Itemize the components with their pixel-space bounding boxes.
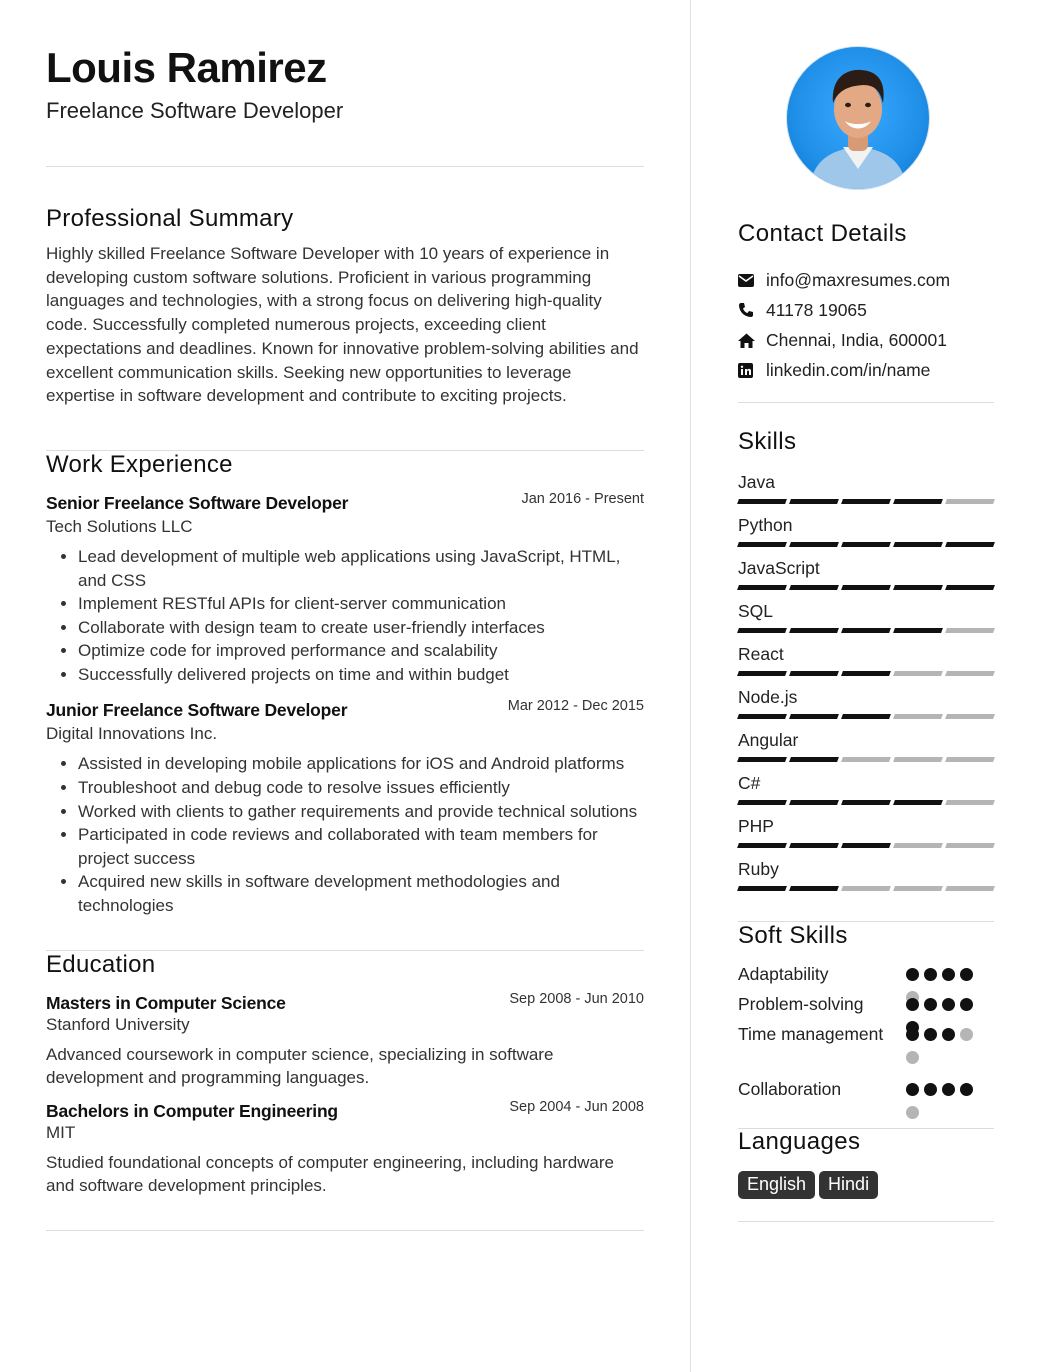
- skill-level-segment: [945, 886, 995, 891]
- skill-level-segment: [945, 757, 995, 762]
- skill-level-segment: [789, 843, 839, 848]
- job-entry: [46, 490, 644, 687]
- email-text: info@maxresumes.com: [766, 269, 951, 290]
- avatar-illustration: [787, 47, 929, 189]
- job-company: Tech Solutions LLC: [46, 516, 193, 536]
- soft-skill-item: [738, 963, 994, 987]
- rating-dot: [924, 998, 937, 1011]
- skill-level-segment: [893, 714, 943, 719]
- skill-level-segment: [841, 542, 891, 547]
- skill-level-bar: [738, 886, 994, 891]
- skill-level-segment: [841, 671, 891, 676]
- rating-dot: [960, 998, 973, 1011]
- skill-name: JavaScript: [738, 558, 820, 578]
- skill-item: [738, 858, 994, 891]
- skills-list: [738, 471, 994, 901]
- skill-level-segment: [893, 757, 943, 762]
- skill-level-segment: [945, 671, 995, 676]
- list-item: • Lead development of multiple web applications using JavaScript, HTML, and CSS: [78, 545, 644, 592]
- skill-level-bar: [738, 671, 994, 676]
- list-item: • Participated in code reviews and collaborated with team members for project success: [78, 823, 644, 870]
- phone-text: 41178 19065: [766, 299, 867, 320]
- skill-name: Java: [738, 472, 775, 492]
- summary-text: Highly skilled Freelance Software Developer with 10 years of experience in developing custom software solutions. Proficient in various programming languages and technologies, with a strong focus on delivering high-quality code. Successfully completed numerous projects, exceeding client expectations and deadlines. Known for innovative problem-solving abilities and excellent communication skills. Seeking new opportunities to leverage expertise in software development and contribute to exciting projects.: [46, 244, 639, 406]
- skill-level-segment: [945, 800, 995, 805]
- job-title: Junior Freelance Software Developer: [46, 700, 348, 721]
- skill-level-bar: [738, 542, 994, 547]
- soft-skills-heading: Soft Skills: [738, 922, 848, 949]
- soft-skill-name: Time management: [738, 1024, 884, 1044]
- summary-heading: Professional Summary: [46, 205, 294, 232]
- contact-heading: Contact Details: [738, 220, 907, 247]
- skill-level-segment: [841, 714, 891, 719]
- skill-level-segment: [841, 800, 891, 805]
- soft-skill-name: Problem-solving: [738, 994, 864, 1014]
- rating-dot: [906, 1028, 919, 1041]
- skill-name: React: [738, 644, 784, 664]
- job-date: Mar 2012 - Dec 2015: [507, 698, 644, 715]
- list-item: • Troubleshoot and debug code to resolve issues efficiently: [78, 776, 644, 800]
- skill-level-segment: [737, 800, 787, 805]
- section-divider: [46, 1230, 644, 1231]
- soft-skill-item: [738, 1078, 994, 1102]
- rating-dot: [942, 1028, 955, 1041]
- skill-item: [738, 686, 994, 719]
- skill-level-segment: [789, 800, 839, 805]
- job-entry: [46, 700, 644, 917]
- skill-level-bar: [738, 628, 994, 633]
- skill-item: [738, 557, 994, 590]
- skill-item: [738, 729, 994, 762]
- list-item: • Optimize code for improved performance and scalability: [78, 639, 644, 663]
- rating-dot: [906, 1106, 919, 1119]
- list-item: • Collaborate with design team to create user-friendly interfaces: [78, 616, 644, 640]
- skill-level-segment: [893, 800, 943, 805]
- skill-level-segment: [737, 757, 787, 762]
- list-item: • Successfully delivered projects on time and within budget: [78, 663, 644, 687]
- skill-item: [738, 600, 994, 633]
- skill-name: Python: [738, 515, 793, 535]
- column-divider: [690, 0, 691, 1372]
- skill-level-segment: [893, 542, 943, 547]
- rating-dot: [960, 1028, 973, 1041]
- phone-icon: [738, 302, 766, 318]
- skill-level-segment: [737, 671, 787, 676]
- skill-level-segment: [789, 757, 839, 762]
- skill-level-segment: [841, 843, 891, 848]
- rating-dot: [942, 998, 955, 1011]
- skill-level-segment: [841, 886, 891, 891]
- section-divider: [738, 402, 994, 403]
- skills-heading: Skills: [738, 428, 797, 455]
- main-column: [46, 40, 644, 1231]
- skill-level-segment: [893, 499, 943, 504]
- skill-level-segment: [789, 628, 839, 633]
- skill-level-segment: [789, 714, 839, 719]
- language-tag: Hindi: [819, 1171, 878, 1199]
- school-name: Stanford University: [46, 1014, 190, 1034]
- contact-linkedin: [738, 355, 994, 385]
- header-divider: [46, 166, 644, 167]
- list-item: • Worked with clients to gather requirements and provide technical solutions: [78, 800, 644, 824]
- list-item: • Acquired new skills in software development methodologies and technologies: [78, 870, 644, 917]
- skill-level-segment: [841, 585, 891, 590]
- degree-title: Masters in Computer Science: [46, 992, 286, 1013]
- skill-item: [738, 514, 994, 547]
- skill-name: SQL: [738, 601, 774, 621]
- education-heading: Education: [46, 950, 156, 978]
- rating-dot: [906, 998, 919, 1011]
- education-description: Studied foundational concepts of computer engineering, including hardware and software development principles.: [46, 1152, 614, 1196]
- skill-name: PHP: [738, 816, 774, 836]
- skill-level-segment: [945, 714, 995, 719]
- language-tag: English: [738, 1171, 815, 1199]
- linkedin-text: linkedin.com/in/name: [766, 359, 931, 380]
- rating-dot: [924, 1083, 937, 1096]
- experience-heading: Work Experience: [46, 450, 233, 478]
- skill-level-segment: [893, 671, 943, 676]
- rating-dot: [960, 1083, 973, 1096]
- job-title: Senior Freelance Software Developer: [46, 492, 349, 513]
- skill-level-segment: [945, 499, 995, 504]
- soft-skill-name: Adaptability: [738, 964, 829, 984]
- education-date: Sep 2004 - Jun 2008: [509, 1098, 644, 1115]
- rating-dot: [942, 1083, 955, 1096]
- soft-skill-name: Collaboration: [738, 1079, 842, 1099]
- linkedin-icon: [738, 363, 766, 378]
- contact-list: [738, 265, 994, 385]
- list-item: • Assisted in developing mobile applications for iOS and Android platforms: [78, 752, 644, 776]
- skill-level-segment: [737, 585, 787, 590]
- candidate-title: Freelance Software Developer: [46, 98, 344, 123]
- skill-level-segment: [893, 843, 943, 848]
- rating-dot: [924, 1028, 937, 1041]
- skill-level-segment: [789, 499, 839, 504]
- rating-dot: [906, 1051, 919, 1064]
- skill-level-segment: [945, 628, 995, 633]
- list-item: • Implement RESTful APIs for client-server communication: [78, 592, 644, 616]
- skill-level-segment: [893, 585, 943, 590]
- skill-level-segment: [737, 628, 787, 633]
- skill-level-segment: [737, 499, 787, 504]
- skill-level-bar: [738, 800, 994, 805]
- contact-email: [738, 265, 994, 295]
- skill-level-segment: [789, 542, 839, 547]
- skill-level-segment: [737, 714, 787, 719]
- job-company: Digital Innovations Inc.: [46, 724, 218, 744]
- education-description: Advanced coursework in computer science, specializing in software development and programming languages.: [46, 1044, 554, 1088]
- skill-level-bar: [738, 843, 994, 848]
- skill-level-segment: [789, 886, 839, 891]
- skill-level-segment: [893, 886, 943, 891]
- education-entry: [46, 1098, 644, 1198]
- soft-skill-item: [738, 993, 994, 1017]
- job-bullets: [46, 545, 644, 687]
- skill-level-segment: [945, 843, 995, 848]
- education-entry: [46, 990, 644, 1090]
- school-name: MIT: [46, 1122, 76, 1142]
- skill-item: [738, 643, 994, 676]
- profile-photo: [786, 46, 930, 190]
- education-date: Sep 2008 - Jun 2010: [509, 990, 644, 1007]
- skill-name: C#: [738, 773, 761, 793]
- skill-level-bar: [738, 499, 994, 504]
- skill-level-segment: [737, 843, 787, 848]
- envelope-icon: [738, 274, 766, 287]
- section-divider: [738, 1221, 994, 1222]
- skill-name: Node.js: [738, 687, 798, 707]
- address-text: Chennai, India, 600001: [766, 329, 947, 350]
- skill-level-segment: [841, 499, 891, 504]
- skill-level-segment: [737, 886, 787, 891]
- skill-item: [738, 772, 994, 805]
- rating-dot: [906, 968, 919, 981]
- rating-dot: [942, 968, 955, 981]
- rating-dot: [906, 1083, 919, 1096]
- degree-title: Bachelors in Computer Engineering: [46, 1100, 338, 1121]
- skill-level-bar: [738, 714, 994, 719]
- contact-address: [738, 325, 994, 355]
- skill-level-bar: [738, 757, 994, 762]
- job-date: Jan 2016 - Present: [521, 490, 644, 507]
- soft-skill-item: [738, 1023, 994, 1047]
- rating-dot: [960, 968, 973, 981]
- rating-dot: [924, 968, 937, 981]
- skill-level-segment: [841, 757, 891, 762]
- skill-level-bar: [738, 585, 994, 590]
- home-icon: [738, 333, 766, 348]
- languages-list: [738, 1171, 882, 1199]
- skill-level-segment: [737, 542, 787, 547]
- skill-level-segment: [945, 542, 995, 547]
- candidate-name: Louis Ramirez: [46, 44, 327, 91]
- skill-level-segment: [893, 628, 943, 633]
- skill-item: [738, 815, 994, 848]
- contact-phone: [738, 295, 994, 325]
- skill-name: Angular: [738, 730, 799, 750]
- languages-heading: Languages: [738, 1128, 861, 1155]
- skill-level-segment: [789, 585, 839, 590]
- job-bullets: [46, 752, 644, 917]
- skill-level-segment: [789, 671, 839, 676]
- skill-item: [738, 471, 994, 504]
- skill-level-segment: [841, 628, 891, 633]
- skill-level-segment: [945, 585, 995, 590]
- skill-name: Ruby: [738, 859, 779, 879]
